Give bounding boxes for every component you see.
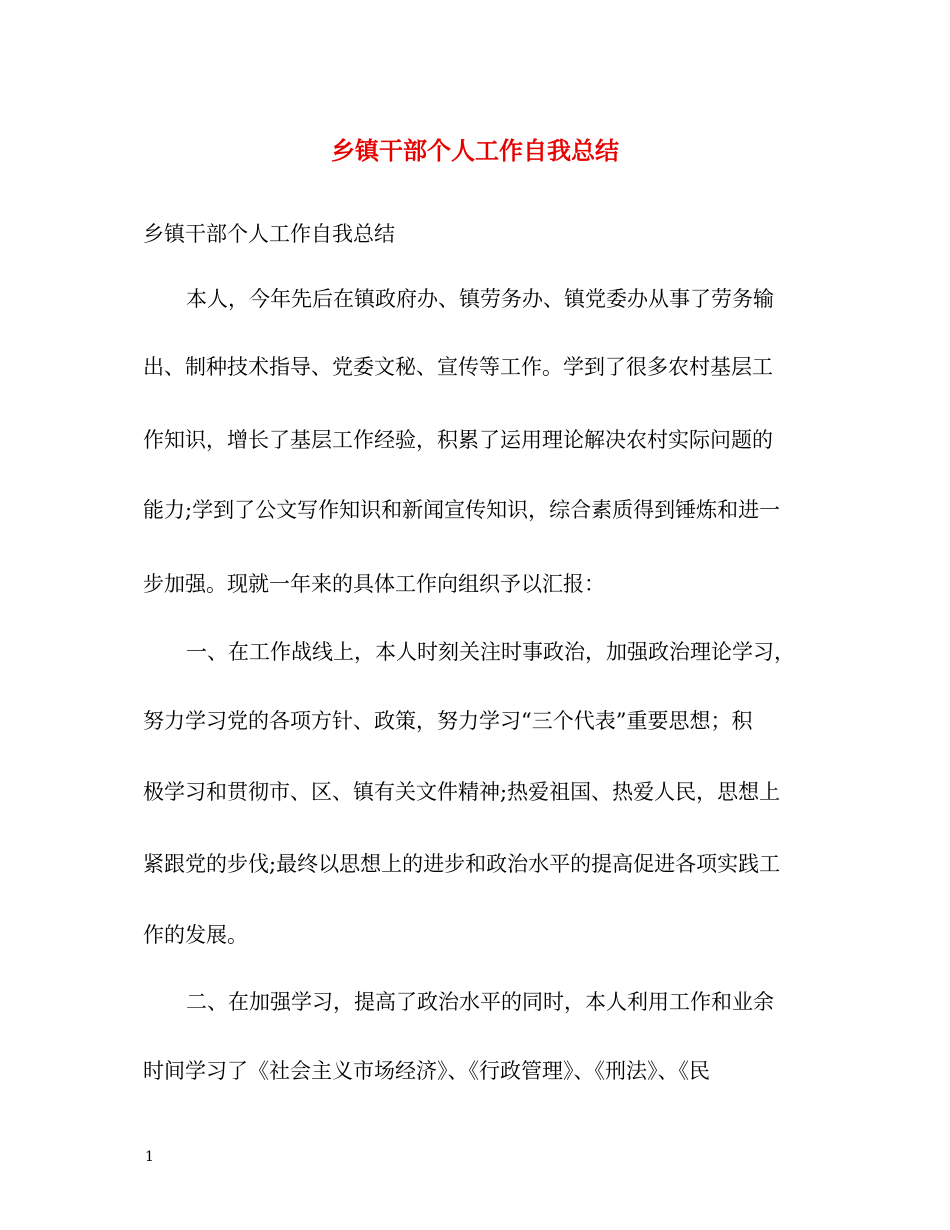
paragraph-line: 二、在加强学习，提高了政治水平的同时，本人利用工作和业余 — [186, 990, 774, 1014]
paragraph-line: 作的发展。 — [143, 923, 248, 947]
paragraph-line: 能力;学到了公文写作知识和新闻宣传知识，综合素质得到锤炼和进一 — [143, 498, 781, 522]
paragraph-line: 极学习和贯彻市、区、镇有关文件精神;热爱祖国、热爱人民，思想上 — [143, 780, 781, 804]
document-title: 乡镇干部个人工作自我总结 — [331, 136, 619, 165]
paragraph-line: 出、制种技术指导、党委文秘、宣传等工作。学到了很多农村基层工 — [143, 355, 773, 379]
paragraph-line: 一、在工作战线上，本人时刻关注时事政治，加强政治理论学习， — [186, 640, 795, 664]
paragraph-line: 本人，今年先后在镇政府办、镇劳务办、镇党委办从事了劳务输 — [186, 287, 774, 311]
paragraph-line: 作知识，增长了基层工作经验，积累了运用理论解决农村实际问题的 — [143, 428, 773, 452]
paragraph-line: 步加强。现就一年来的具体工作向组织予以汇报： — [143, 572, 605, 596]
paragraph-line: 紧跟党的步伐;最终以思想上的进步和政治水平的提高促进各项实践工 — [143, 852, 781, 876]
page-number: 1 — [145, 1149, 154, 1165]
paragraph-line: 努力学习党的各项方针、政策，努力学习“三个代表”重要思想；积 — [143, 709, 753, 733]
paragraph-line: 时间学习了《社会主义市场经济》、《行政管理》、《刑法》、《民 — [143, 1059, 710, 1083]
document-subtitle: 乡镇干部个人工作自我总结 — [143, 222, 395, 246]
